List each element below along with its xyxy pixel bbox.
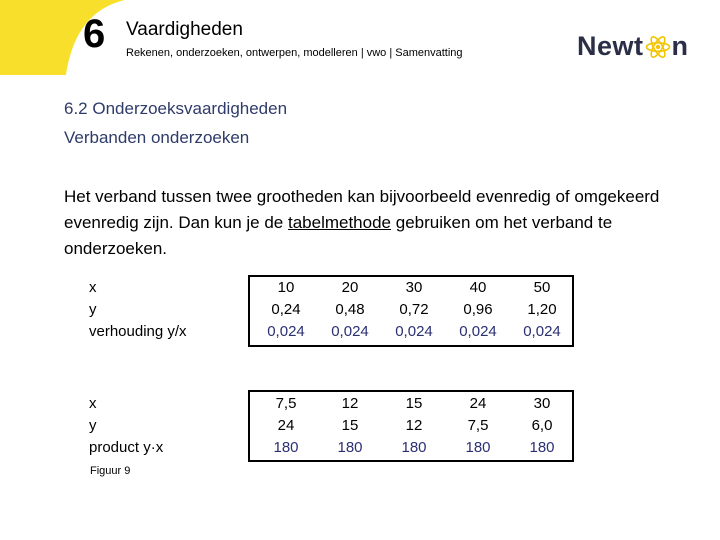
table-cell: 180 [273,438,299,456]
table-cell: 24 [277,416,295,434]
table-cell: 30 [405,278,423,296]
atom-icon [645,34,671,60]
table-cell: 0,72 [399,300,429,318]
table-cell: 180 [465,438,491,456]
logo-text-end: n [671,31,689,61]
table-cell: 12 [405,416,423,434]
table-cell: 15 [405,394,423,412]
section-subtitle: Verbanden onderzoeken [64,128,250,147]
newton-logo [577,31,689,62]
table-cell: 1,20 [527,300,557,318]
table-cell: 50 [533,278,551,296]
row-label: product y·x [89,438,164,456]
tabelmethode-term: tabelmethode [287,213,392,232]
table-cell: 0,024 [523,322,561,340]
chapter-subtitle: Rekenen, onderzoeken, ontwerpen, modelleren | vwo | Samenvatting [126,47,463,59]
table-cell: 0,024 [459,322,497,340]
table-cell: 0,48 [335,300,365,318]
table-cell: 180 [337,438,363,456]
row-label: x [89,394,97,412]
row-label: verhouding y/x [89,322,187,340]
values-frame-2 [248,390,574,462]
table-cell: 40 [469,278,487,296]
chapter-number: 6 [83,12,106,56]
logo-text-start: Newt [577,31,644,61]
table-cell: 0,24 [271,300,301,318]
row-label: y [89,416,97,434]
chapter-title: Vaardigheden [126,19,243,40]
table-cell: 0,024 [267,322,305,340]
table-cell: 20 [341,278,359,296]
table-cell: 7,5 [275,394,297,412]
table-cell: 15 [341,416,359,434]
table-cell: 0,024 [331,322,369,340]
table-cell: 0,96 [463,300,493,318]
corner-accent-shape [0,0,125,75]
table-cell: 30 [533,394,551,412]
table-cell: 7,5 [467,416,489,434]
body-text-before: Het verband tussen twee grootheden kan bijvoorbeeld evenredig of omgekeerd evenredig zijn. Dan kun je de [64,187,660,232]
section-title: 6.2 Onderzoeksvaardigheden [64,99,288,118]
table-cell: 0,024 [395,322,433,340]
figure-caption: Figuur 9 [90,465,131,477]
table-cell: 180 [401,438,427,456]
table-cell: 24 [469,394,487,412]
table-cell: 180 [529,438,555,456]
table-cell: 6,0 [531,416,553,434]
table-cell: 10 [277,278,295,296]
row-label: x [89,278,97,296]
body-text-after: gebruiken om het verband te onderzoeken. [64,213,613,258]
row-label: y [89,300,97,318]
body-paragraph [64,184,664,262]
values-frame-1 [248,275,574,347]
table-cell: 12 [341,394,359,412]
